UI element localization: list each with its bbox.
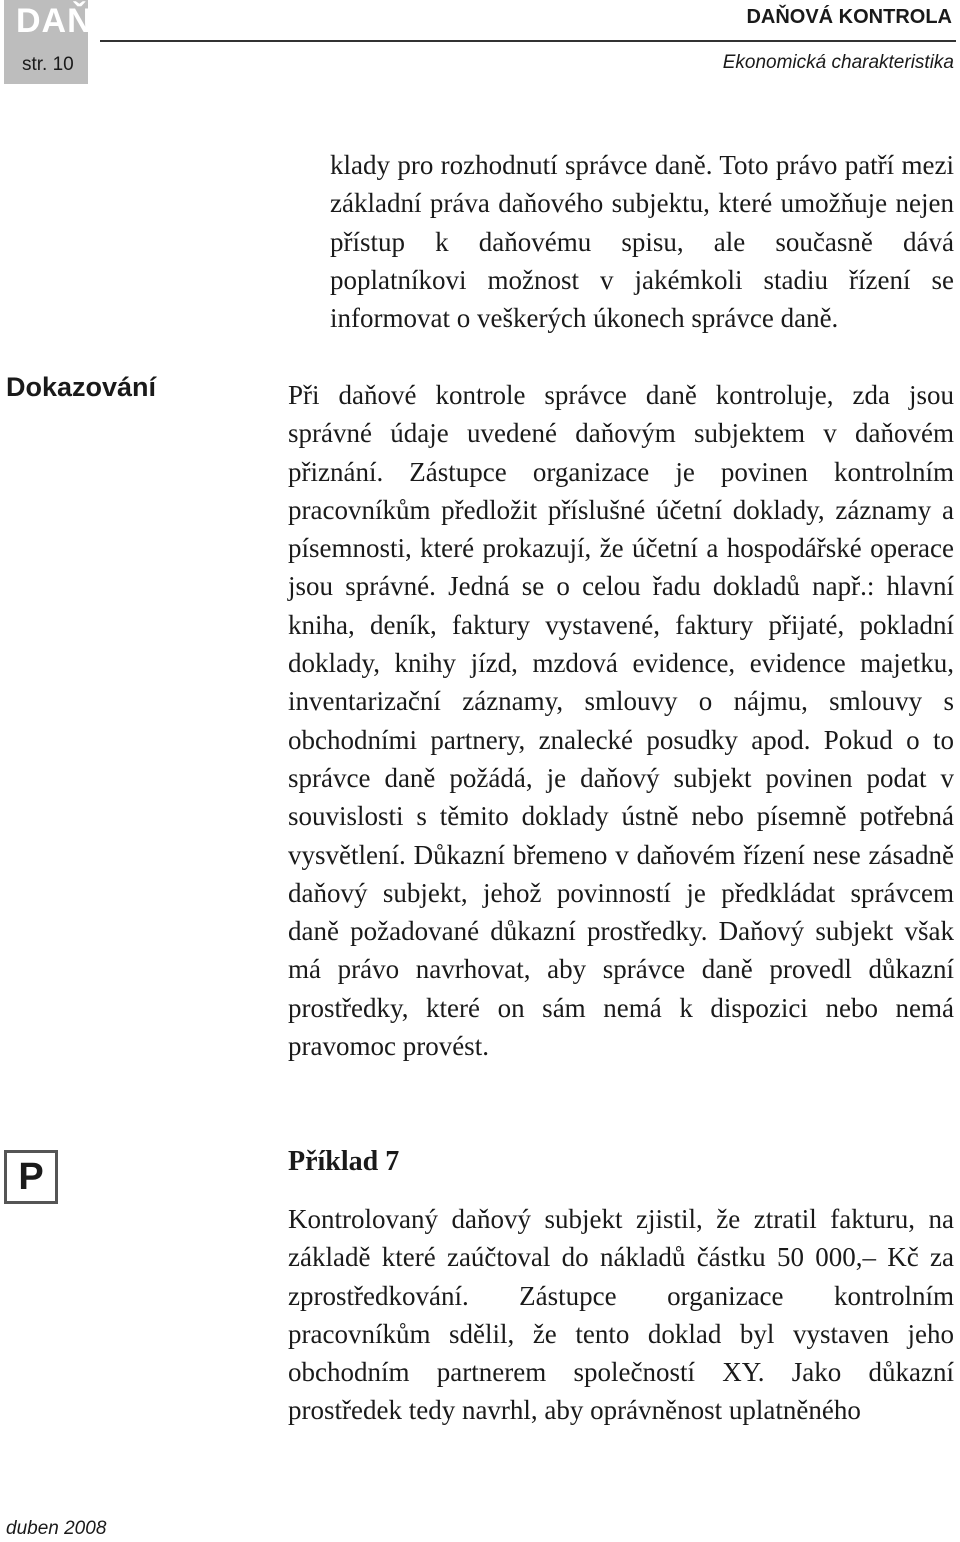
example-paragraph: Kontrolovaný daňový subjekt zjistil, že ztratil fakturu, na základě které zaúčtoval do nákladů částku 50 000,– Kč za zprostředkování. Zástupce organizace kontrolním pracovníkům sdělil, že tento doklad byl vystaven jeho obchodním partnerem společností XY. Jako důkazní prostředek tedy navrhl, aby oprávněnost uplatněného (288, 1204, 954, 1426)
page-number: str. 10 (22, 54, 74, 75)
example-title: Příklad 7 (288, 1146, 400, 1177)
section-subtitle: Ekonomická charakteristika (722, 52, 954, 73)
footer-date: duben 2008 (6, 1518, 107, 1539)
margin-heading-dokazovani: Dokazování (6, 372, 157, 402)
publication-logo (4, 0, 93, 84)
intro-paragraph: klady pro rozhodnutí správce daně. Toto právo patří mezi základní práva daňového subjektu, které umožňuje nejen přístup k daňovému spisu, ale současně dává poplatníkovi možnost v jakémkoli stadiu řízení se informovat o veškerých úkonech správce daně. (330, 150, 954, 334)
evidence-paragraph: Při daňové kontrole správce daně kontroluje, zda jsou správné údaje uvedené daňovým subjektem v daňovém přiznání. Zástupce organizace je povinen kontrolním pracovníkům předložit příslušné účetní doklady, záznamy a písemnosti, které prokazují, že účetní a hospodářské operace jsou správné. Jedná se o celou řadu dokladů např.: hlavní kniha, deník, faktury vystavené, faktury přijaté, pokladní doklady, knihy jízd, mzdová evidence, evidence majetku, inventarizační záznamy, smlouvy o nájmu, smlouvy s obchodními partnery, znalecké posudky apod. Pokud o to správce daně požádá, je daňový subjekt povinen podat v souvislosti s těmito doklady ústně nebo písemně potřebná vysvětlení. Důkazní břemeno v daňovém řízení nese zásadně daňový subjekt, jehož povinností je předkládat správcem daně požadované důkazní prostředky. Daňový subjekt však má právo navrhovat, aby správce daně provedl důkazní prostředky, které on sám nemá k dispozici nebo nemá pravomoc provést. (288, 380, 954, 1062)
example-p-icon: P (4, 1150, 58, 1204)
section-title: DAŇOVÁ KONTROLA (746, 6, 952, 28)
header-divider (100, 40, 956, 42)
logo-text: DAŇ (16, 2, 93, 40)
